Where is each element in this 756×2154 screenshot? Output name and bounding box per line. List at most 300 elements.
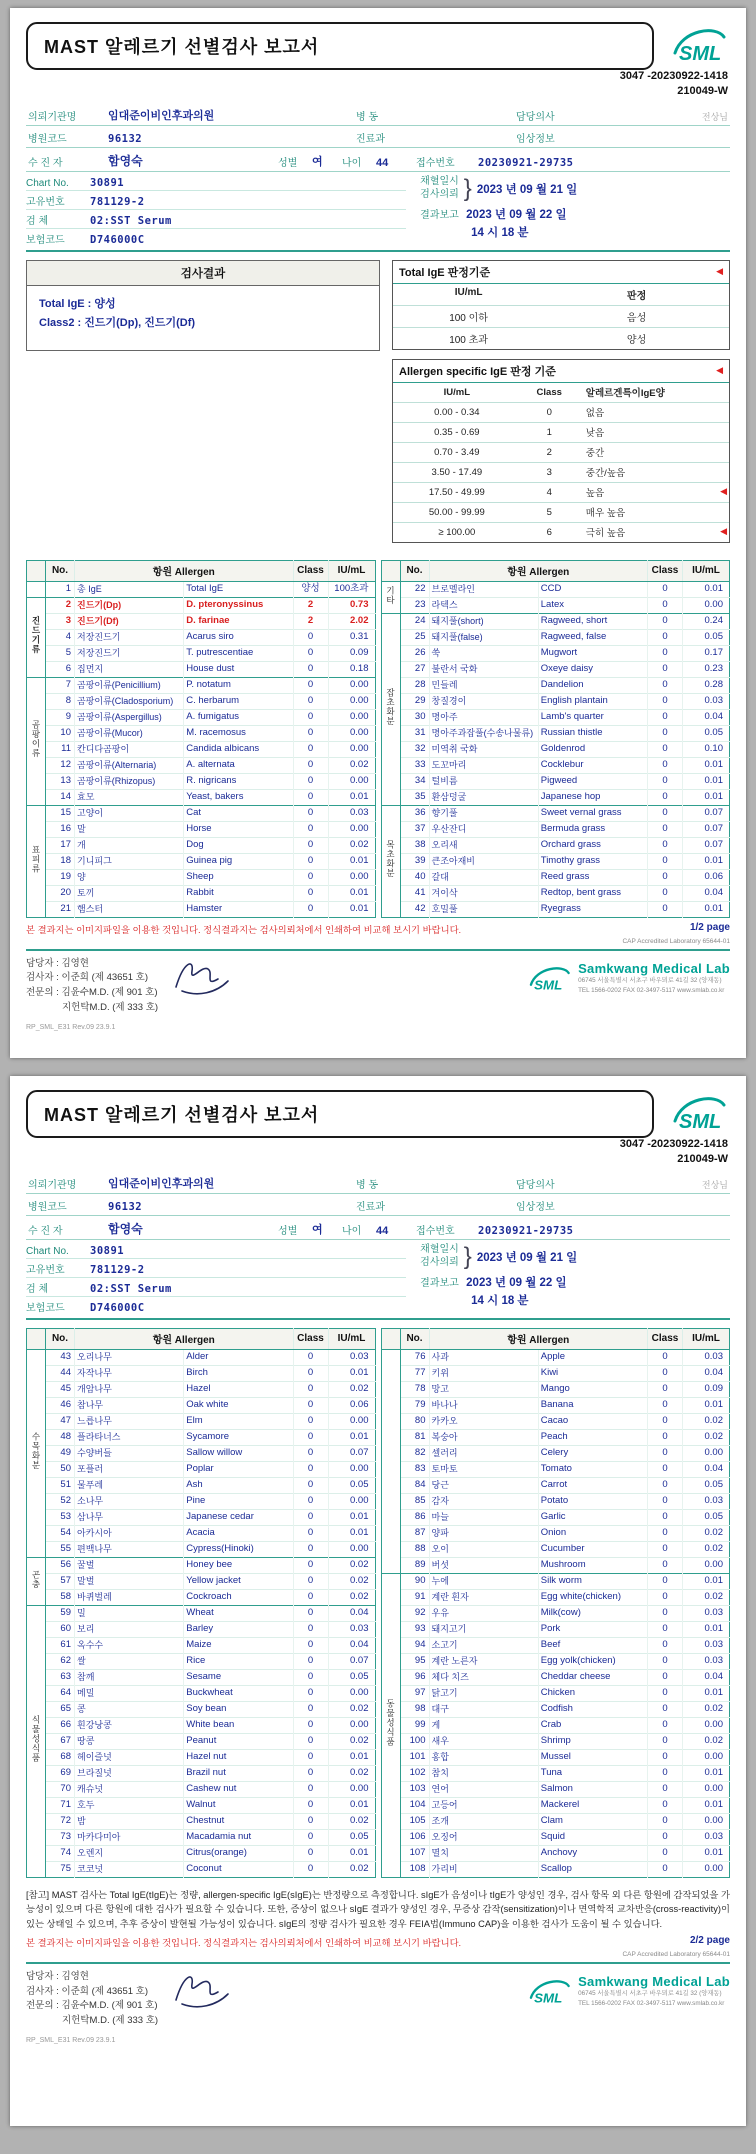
page-footer xyxy=(26,922,730,1031)
allergen-class: 0 xyxy=(648,789,683,805)
allergen-name-kr: 코코넛 xyxy=(75,1861,184,1877)
allergen-class: 0 xyxy=(293,805,328,821)
allergen-name-kr: 조개 xyxy=(429,1813,538,1829)
allergen-no: 84 xyxy=(400,1477,429,1493)
doctor-line-1: 전문의 : 김윤수M.D. (제 901 호) xyxy=(26,2000,158,2012)
specific-ige-criteria-row: 17.50 - 49.99 4 높음 ◀ xyxy=(393,482,729,502)
allergen-iu: 0.00 xyxy=(328,725,375,741)
allergen-row xyxy=(381,581,730,597)
chart-label: Chart No. xyxy=(26,177,69,189)
allergen-name-kr: 새우 xyxy=(429,1733,538,1749)
allergen-row xyxy=(27,1461,376,1477)
allergen-iu: 0.00 xyxy=(328,1717,375,1733)
allergen-name-en: Tuna xyxy=(538,1765,647,1781)
specific-ige-criteria-rows xyxy=(393,402,729,542)
allergen-name-kr: 저장진드기 xyxy=(75,645,184,661)
allergen-name-en: Cucumber xyxy=(538,1541,647,1557)
allergen-name-en: Codfish xyxy=(538,1701,647,1717)
allergen-name-en: Ragweed, short xyxy=(538,613,647,629)
allergen-row xyxy=(27,837,376,853)
allergen-iu: 0.07 xyxy=(683,837,730,853)
allergen-name-en: Japanese hop xyxy=(538,789,647,805)
request-org-label: 의뢰기관명 xyxy=(28,111,77,123)
allergen-class: 0 xyxy=(648,709,683,725)
allergen-no: 102 xyxy=(400,1765,429,1781)
allergen-name-en: Cockroach xyxy=(184,1589,293,1605)
allergen-no: 68 xyxy=(46,1749,75,1765)
receipt-value: 20230921-29735 xyxy=(478,1224,574,1237)
allergen-row xyxy=(27,1477,376,1493)
red-marker-icon: ◀ xyxy=(720,525,727,536)
allergen-row xyxy=(381,1397,730,1413)
allergen-no: 53 xyxy=(46,1509,75,1525)
sml-logo xyxy=(670,22,730,73)
allergen-row xyxy=(381,757,730,773)
allergen-name-kr: 옥수수 xyxy=(75,1637,184,1653)
specific-ige-criteria-row: 0.35 - 0.69 1 낮음 xyxy=(393,422,729,442)
allergen-no: 81 xyxy=(400,1429,429,1445)
allergen-name-kr: 삼나무 xyxy=(75,1509,184,1525)
allergen-iu: 0.00 xyxy=(328,869,375,885)
allergen-name-en: Oak white xyxy=(184,1397,293,1413)
allergen-class: 0 xyxy=(293,1525,328,1541)
allergen-name-kr: 메밀 xyxy=(75,1685,184,1701)
allergen-name-kr: 셀러리 xyxy=(429,1445,538,1461)
allergen-name-kr: 저장진드기 xyxy=(75,629,184,645)
allergen-name-kr: 오이 xyxy=(429,1541,538,1557)
chart-label: Chart No. xyxy=(26,1245,69,1257)
total-ige-criteria-title: Total IgE 판정기준 xyxy=(399,266,491,279)
allergen-iu: 0.04 xyxy=(328,1637,375,1653)
allergen-row xyxy=(381,885,730,901)
allergen-name-kr: 참깨 xyxy=(75,1669,184,1685)
allergen-iu: 0.00 xyxy=(328,677,375,693)
col-allergen: 항원 Allergen xyxy=(75,560,294,581)
allergen-iu: 0.00 xyxy=(328,1413,375,1429)
sml-logo-icon xyxy=(670,1090,728,1136)
allergen-class: 0 xyxy=(648,1477,683,1493)
results-header-row xyxy=(381,560,730,581)
sex-label: 성별 xyxy=(278,157,298,169)
sml-footer-logo-text: SML xyxy=(534,1990,563,2006)
allergen-iu: 0.05 xyxy=(683,1477,730,1493)
total-ige-criteria-rows xyxy=(393,305,729,349)
allergen-name-kr: 보리 xyxy=(75,1621,184,1637)
chart-block xyxy=(26,175,406,247)
allergen-iu: 0.02 xyxy=(328,1589,375,1605)
col-class: Class xyxy=(293,1328,328,1349)
allergen-iu: 0.05 xyxy=(683,629,730,645)
allergen-row xyxy=(27,645,376,661)
allergen-no: 94 xyxy=(400,1637,429,1653)
allergen-name-kr: 총 IgE xyxy=(75,581,184,597)
allergen-no: 16 xyxy=(46,821,75,837)
allergen-class: 0 xyxy=(648,1413,683,1429)
allergen-class: 0 xyxy=(293,1797,328,1813)
allergen-no: 11 xyxy=(46,741,75,757)
allergen-row xyxy=(381,1701,730,1717)
col-allergen: 항원 Allergen xyxy=(429,560,648,581)
allergen-class: 0 xyxy=(648,629,683,645)
specific-ige-criteria-row: 3.50 - 17.49 3 중간/높음 xyxy=(393,462,729,482)
col-class: Class xyxy=(648,560,683,581)
allergen-class: 0 xyxy=(648,1813,683,1829)
patient-info xyxy=(26,103,730,247)
dept-label: 진료과 xyxy=(356,1201,385,1213)
allergen-name-kr: 오리나무 xyxy=(75,1349,184,1365)
allergen-row xyxy=(27,1605,376,1621)
allergen-name-en: Cashew nut xyxy=(184,1781,293,1797)
allergen-class: 0 xyxy=(293,1429,328,1445)
allergen-no: 13 xyxy=(46,773,75,789)
note-row xyxy=(26,922,730,936)
allergen-name-kr: 곰팡이류(Alternaria) xyxy=(75,757,184,773)
allergen-class: 0 xyxy=(648,1701,683,1717)
group-label: 수목화분 xyxy=(31,1432,41,1471)
allergen-iu: 0.01 xyxy=(328,1365,375,1381)
allergen-name-en: Onion xyxy=(538,1525,647,1541)
allergen-name-kr: 포플러 xyxy=(75,1461,184,1477)
specimen-label: 검 체 xyxy=(26,215,49,227)
allergen-results-table xyxy=(26,1328,376,1878)
allergen-name-en: Salmon xyxy=(538,1781,647,1797)
summary-body xyxy=(27,286,379,351)
allergen-class: 0 xyxy=(648,1541,683,1557)
doctor-value xyxy=(578,1178,728,1191)
criteria-column xyxy=(392,260,730,552)
allergen-class: 0 xyxy=(293,1653,328,1669)
allergen-class: 0 xyxy=(648,1605,683,1621)
allergen-iu: 0.02 xyxy=(683,1541,730,1557)
allergen-name-kr: 도꼬마리 xyxy=(429,757,538,773)
doctor-label: 담당의사 xyxy=(516,1179,555,1191)
allergen-name-en: Hamster xyxy=(184,901,293,917)
section-divider xyxy=(26,250,730,252)
uid-value: 781129-2 xyxy=(90,1263,145,1276)
allergen-name-en: D. farinae xyxy=(184,613,293,629)
allergen-class: 0 xyxy=(648,1749,683,1765)
title-row xyxy=(26,1090,730,1141)
allergen-name-en: Sycamore xyxy=(184,1429,293,1445)
allergen-no: 78 xyxy=(400,1381,429,1397)
allergen-iu: 0.00 xyxy=(683,1749,730,1765)
allergen-name-kr: 집먼지 xyxy=(75,661,184,677)
allergen-name-en: Brazil nut xyxy=(184,1765,293,1781)
allergen-no: 71 xyxy=(46,1797,75,1813)
allergen-name-kr: 당근 xyxy=(429,1477,538,1493)
allergen-name-en: A. fumigatus xyxy=(184,709,293,725)
allergen-row xyxy=(381,853,730,869)
allergen-no: 2 xyxy=(46,597,75,613)
report-date-label: 결과보고 xyxy=(420,210,459,222)
allergen-no: 106 xyxy=(400,1829,429,1845)
allergen-iu: 0.02 xyxy=(328,1813,375,1829)
allergen-name-kr: 민들레 xyxy=(429,677,538,693)
page-header xyxy=(26,1090,730,1320)
allergen-no: 69 xyxy=(46,1765,75,1781)
allergen-name-en: Birch xyxy=(184,1365,293,1381)
allergen-class: 0 xyxy=(293,693,328,709)
allergen-iu: 0.01 xyxy=(683,901,730,917)
allergen-name-en: Total IgE xyxy=(184,581,293,597)
allergen-class: 0 xyxy=(293,1413,328,1429)
allergen-iu: 0.01 xyxy=(328,1525,375,1541)
allergen-name-kr: 고양이 xyxy=(75,805,184,821)
collect-label: 채혈일시 xyxy=(420,176,459,188)
receipt-label: 접수번호 xyxy=(416,1225,455,1237)
allergen-row xyxy=(381,709,730,725)
red-marker-icon: ◀ xyxy=(720,485,727,496)
allergen-iu: 0.01 xyxy=(328,885,375,901)
lab-name: Samkwang Medical Lab xyxy=(578,1974,730,1990)
allergen-iu: 0.09 xyxy=(328,645,375,661)
allergen-name-kr: 호두 xyxy=(75,1797,184,1813)
allergen-row xyxy=(381,1845,730,1861)
allergen-iu: 0.05 xyxy=(683,725,730,741)
allergen-name-kr: 돼지고기 xyxy=(429,1621,538,1637)
sml-footer-logo-text: SML xyxy=(534,977,563,993)
allergen-name-en: Timothy grass xyxy=(538,853,647,869)
allergen-row xyxy=(381,1525,730,1541)
allergen-name-en: Chestnut xyxy=(184,1813,293,1829)
allergen-name-kr: 플라타너스 xyxy=(75,1429,184,1445)
allergen-no: 8 xyxy=(46,693,75,709)
allergen-row xyxy=(27,1733,376,1749)
age-value: 44 xyxy=(376,1224,389,1237)
allergen-row xyxy=(27,1669,376,1685)
cap-accreditation: CAP Accredited Laboratory 65644-01 xyxy=(622,937,730,945)
allergen-row xyxy=(381,1637,730,1653)
allergen-class: 0 xyxy=(648,1669,683,1685)
allergen-no: 103 xyxy=(400,1781,429,1797)
allergen-no: 64 xyxy=(46,1685,75,1701)
allergen-no: 41 xyxy=(400,885,429,901)
allergen-no: 61 xyxy=(46,1637,75,1653)
allergen-row xyxy=(381,741,730,757)
allergen-name-en: English plantain xyxy=(538,693,647,709)
allergen-name-en: Sweet vernal grass xyxy=(538,805,647,821)
allergen-no: 18 xyxy=(46,853,75,869)
allergen-no: 48 xyxy=(46,1429,75,1445)
allergen-no: 79 xyxy=(400,1397,429,1413)
col-class-label: Class xyxy=(536,386,562,398)
uid-label: 고유번호 xyxy=(26,196,65,208)
tester-line: 검사자 : 이준희 (제 43651 호) xyxy=(26,1985,148,1997)
allergen-no: 30 xyxy=(400,709,429,725)
request-label: 검사의뢰 xyxy=(420,1256,459,1268)
allergen-name-en: Lamb's quarter xyxy=(538,709,647,725)
allergen-no: 65 xyxy=(46,1701,75,1717)
group-label: 기타 xyxy=(385,585,396,605)
allergen-row xyxy=(27,1685,376,1701)
allergen-row xyxy=(27,1717,376,1733)
allergen-class: 0 xyxy=(648,645,683,661)
sex-label: 성별 xyxy=(278,1225,298,1237)
summary-line-1: Total IgE : 양성 xyxy=(39,297,116,310)
allergen-row xyxy=(381,1749,730,1765)
allergen-name-kr: 복숭아 xyxy=(429,1429,538,1445)
allergen-iu: 0.00 xyxy=(683,597,730,613)
allergen-name-kr: 홍합 xyxy=(429,1749,538,1765)
allergen-name-en: Cheddar cheese xyxy=(538,1669,647,1685)
col-level-label: 알레르겐특이IgE양 xyxy=(585,388,665,400)
allergen-iu: 0.01 xyxy=(328,1509,375,1525)
allergen-name-kr: 토마토 xyxy=(429,1461,538,1477)
allergen-class: 0 xyxy=(648,1397,683,1413)
signature-names xyxy=(26,1970,158,2029)
allergen-iu: 0.01 xyxy=(328,853,375,869)
allergen-no: 55 xyxy=(46,1541,75,1557)
allergen-no: 17 xyxy=(46,837,75,853)
allergen-no: 21 xyxy=(46,901,75,917)
age-label: 나이 xyxy=(342,157,362,169)
allergen-name-kr: 돼지풀(false) xyxy=(429,629,538,645)
group-label: 표피류 xyxy=(31,844,41,874)
allergen-name-en: Coconut xyxy=(184,1861,293,1877)
allergen-iu: 0.10 xyxy=(683,741,730,757)
section-divider xyxy=(26,1318,730,1320)
allergen-name-kr: 진드기(Df) xyxy=(75,613,184,629)
allergen-no: 12 xyxy=(46,757,75,773)
allergen-iu: 0.07 xyxy=(328,1653,375,1669)
allergen-name-kr: 헤이즐넛 xyxy=(75,1749,184,1765)
allergen-iu: 0.04 xyxy=(683,709,730,725)
allergen-class: 0 xyxy=(293,837,328,853)
allergen-no: 95 xyxy=(400,1653,429,1669)
allergen-results-table xyxy=(381,560,731,918)
results-tables-page2 xyxy=(26,1328,730,1878)
doctor-note: 전상님 xyxy=(701,111,728,122)
allergen-class: 0 xyxy=(648,1621,683,1637)
allergen-class: 0 xyxy=(648,757,683,773)
allergen-iu: 0.17 xyxy=(683,645,730,661)
allergen-class: 0 xyxy=(293,1397,328,1413)
allergen-class: 0 xyxy=(293,885,328,901)
allergen-row xyxy=(381,1589,730,1605)
signature-icon xyxy=(168,1966,232,2017)
report-no-line2: 210049-W xyxy=(677,84,728,97)
allergen-name-en: Shrimp xyxy=(538,1733,647,1749)
allergen-name-en: Bermuda grass xyxy=(538,821,647,837)
allergen-iu: 0.01 xyxy=(683,581,730,597)
uid-value: 781129-2 xyxy=(90,195,145,208)
col-judgement-label: 판정 xyxy=(626,290,647,302)
allergen-iu: 0.03 xyxy=(683,1653,730,1669)
allergen-class: 0 xyxy=(293,1685,328,1701)
allergen-name-en: Oxeye daisy xyxy=(538,661,647,677)
allergen-iu: 0.02 xyxy=(683,1413,730,1429)
collect-label: 채혈일시 xyxy=(420,1244,459,1256)
col-allergen: 항원 Allergen xyxy=(429,1328,648,1349)
allergen-name-en: Peanut xyxy=(184,1733,293,1749)
allergen-name-kr: 토끼 xyxy=(75,885,184,901)
patient-row-3 xyxy=(26,148,730,172)
allergen-class: 0 xyxy=(648,725,683,741)
allergen-name-kr: 돼지풀(short) xyxy=(429,613,538,629)
report-title: MAST 알레르기 선별검사 보고서 xyxy=(44,1105,320,1125)
allergen-class: 0 xyxy=(648,1845,683,1861)
allergen-class: 0 xyxy=(648,901,683,917)
allergen-name-en: Sesame xyxy=(184,1669,293,1685)
allergen-iu: 0.03 xyxy=(683,1349,730,1365)
allergen-class: 0 xyxy=(648,773,683,789)
allergen-row xyxy=(381,1685,730,1701)
allergen-row xyxy=(27,1797,376,1813)
allergen-name-en: Latex xyxy=(538,597,647,613)
allergen-iu: 0.00 xyxy=(328,693,375,709)
allergen-no: 104 xyxy=(400,1797,429,1813)
allergen-iu: 0.24 xyxy=(683,613,730,629)
allergen-no: 43 xyxy=(46,1349,75,1365)
allergen-class: 0 xyxy=(648,613,683,629)
allergen-no: 28 xyxy=(400,677,429,693)
insurance-label: 보험코드 xyxy=(26,1302,65,1314)
col-class: Class xyxy=(648,1328,683,1349)
allergen-no: 52 xyxy=(46,1493,75,1509)
allergen-name-en: Anchovy xyxy=(538,1845,647,1861)
allergen-no: 45 xyxy=(46,1381,75,1397)
allergen-row xyxy=(381,693,730,709)
allergen-no: 50 xyxy=(46,1461,75,1477)
allergen-iu: 0.01 xyxy=(683,1765,730,1781)
dept-label: 진료과 xyxy=(356,133,385,145)
allergen-row xyxy=(27,1589,376,1605)
allergen-name-kr: 칸디다곰팡이 xyxy=(75,741,184,757)
allergen-name-en: Hazel nut xyxy=(184,1749,293,1765)
allergen-no: 23 xyxy=(400,597,429,613)
footer-slot-1 xyxy=(26,922,730,1031)
allergen-name-en: Chicken xyxy=(538,1685,647,1701)
allergen-iu: 0.00 xyxy=(328,1461,375,1477)
allergen-name-kr: 창질경이 xyxy=(429,693,538,709)
tester-line: 검사자 : 이준희 (제 43651 호) xyxy=(26,972,148,984)
reference-note: [참고] MAST 검사는 Total IgE(tIgE)는 정량, allergen-specific IgE(sIgE)는 반정량으로 측정합니다. sIgE가 음성이나 tIgE가 양성인 경우, 검사 항목 외 다른 항원에 감작되었을 가능성이 있으며 다른 항원에 대한 검사가 필요할 수 있습니다. 또한, 증상이 없으나 sIgE 결과가 양성인 경우, 무증상 감작(sensitization)이나 면역학적 교차반응(cross-reactivity)이 있는 상태일 수 있으며, 추후 증상이 발현될 가능성이 있습니다. sIgE의 정량 검사가 필요한 경우 FEIA법(Immuno CAP)을 이용한 검사가 도움이 될 수 있습니다. xyxy=(26,1889,730,1929)
allergen-no: 67 xyxy=(46,1733,75,1749)
allergen-iu: 2.02 xyxy=(328,613,375,629)
allergen-name-kr: 소나무 xyxy=(75,1493,184,1509)
summary-section xyxy=(26,260,730,552)
allergen-name-en: C. herbarum xyxy=(184,693,293,709)
allergen-name-kr: 가리비 xyxy=(429,1861,538,1877)
allergen-class: 0 xyxy=(293,853,328,869)
allergen-row xyxy=(27,853,376,869)
allergen-row xyxy=(27,709,376,725)
allergen-row xyxy=(27,629,376,645)
allergen-name-en: Cat xyxy=(184,805,293,821)
allergen-class: 0 xyxy=(293,1813,328,1829)
date-brace: } xyxy=(463,1242,472,1270)
allergen-name-kr: 개 xyxy=(75,837,184,853)
allergen-iu: 0.07 xyxy=(328,1445,375,1461)
allergen-name-kr: 버섯 xyxy=(429,1557,538,1573)
allergen-row xyxy=(381,1461,730,1477)
allergen-class: 0 xyxy=(648,1861,683,1877)
results-header-row xyxy=(27,560,376,581)
allergen-name-kr: 흰강낭콩 xyxy=(75,1717,184,1733)
allergen-iu: 0.02 xyxy=(328,837,375,853)
allergen-name-kr: 캐슈넛 xyxy=(75,1781,184,1797)
allergen-name-kr: 사과 xyxy=(429,1349,538,1365)
request-org-value: 임대준이비인후과의원 xyxy=(108,109,215,122)
allergen-name-en: Egg yolk(chicken) xyxy=(538,1653,647,1669)
allergen-row xyxy=(381,1349,730,1365)
sex-value: 여 xyxy=(312,1223,323,1236)
allergen-iu: 0.01 xyxy=(683,1685,730,1701)
allergen-iu: 0.00 xyxy=(328,1541,375,1557)
form-number: RP_SML_E31 Rev.09 23.9.1 xyxy=(26,2036,116,2044)
allergen-iu: 0.04 xyxy=(683,1461,730,1477)
sml-logo xyxy=(670,1090,730,1141)
